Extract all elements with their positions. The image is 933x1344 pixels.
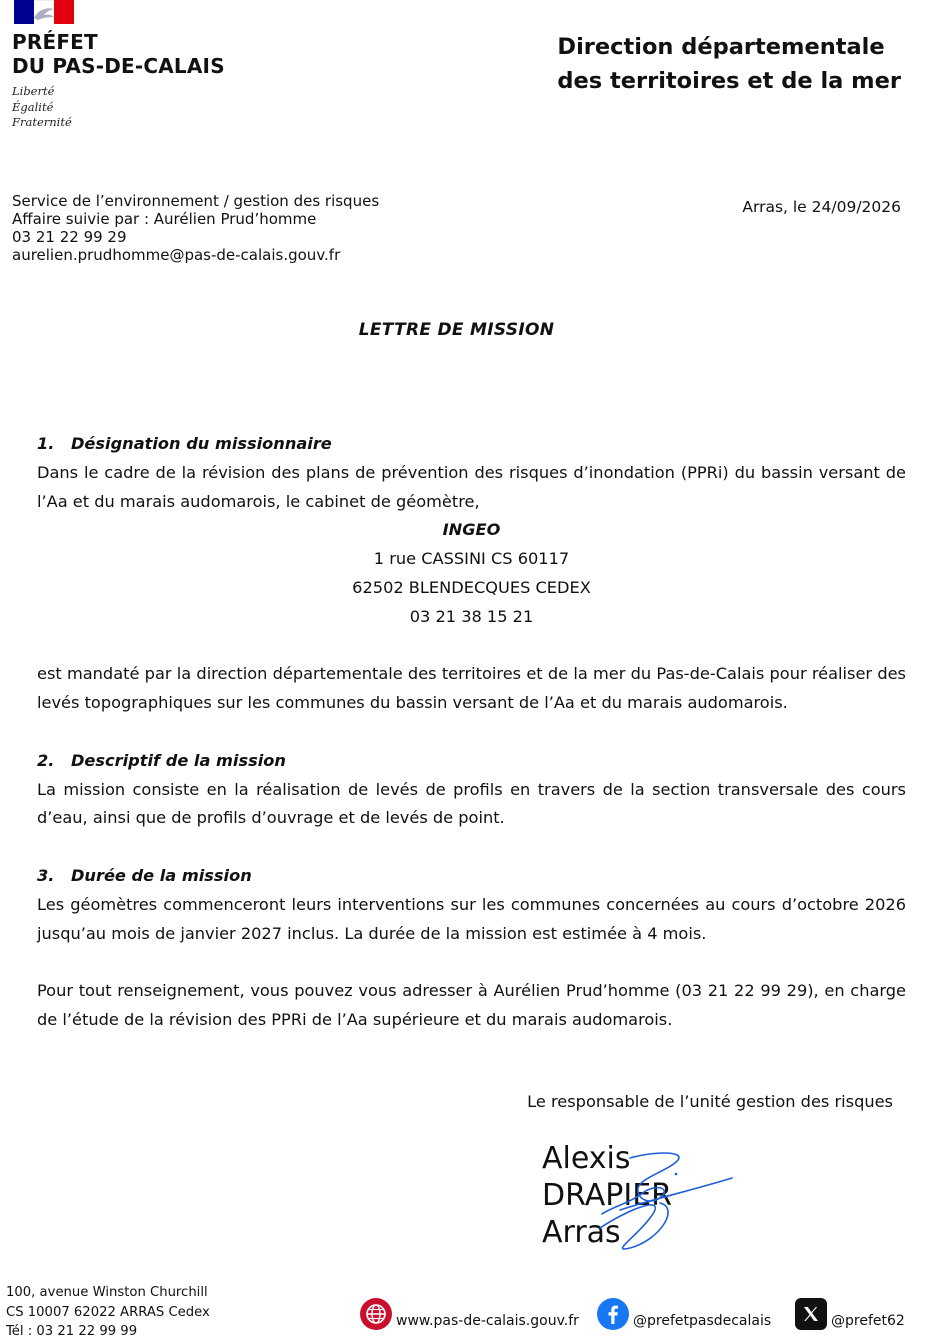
company-phone: 03 21 38 15 21 (409, 606, 534, 626)
section-2-text: La mission consiste en la réalisation de levés de profils en travers de la section transversale des cours d’eau, ainsi que de profils d’ouvrage et de levés de point. (37, 779, 906, 828)
prefecture-name: PRÉFET DU PAS-DE-CALAIS (12, 30, 225, 78)
company-address-1: 1 rue CASSINI CS 60117 (373, 549, 570, 569)
footer-website-link[interactable] (360, 1298, 579, 1330)
republique-flag-logo (14, 0, 74, 24)
facebook-label: @prefetpasdecalais (633, 1313, 772, 1329)
handwritten-signature (590, 1148, 740, 1258)
department-heading: Direction départementale des territoires et de la mer (557, 34, 901, 94)
marianne-icon (28, 4, 58, 22)
section-3-text: Les géomètres commenceront leurs interventions sur les communes concernées au cours d’octobre 2026 jusqu’au mois de janvier 2027 inclus. La durée de la mission est estimée à 4 mois. (37, 894, 906, 943)
facebook-icon (597, 1298, 629, 1330)
company-address-2: 62502 BLENDECQUES CEDEX (352, 577, 591, 597)
footer-facebook-link[interactable] (597, 1298, 771, 1330)
footer-x-link[interactable] (795, 1298, 905, 1330)
x-label: @prefet62 (831, 1313, 905, 1329)
website-label: www.pas-de-calais.gouv.fr (396, 1313, 579, 1329)
signature-name: Alexis DRAPIER Arras (542, 1141, 672, 1250)
letter-date: Arras, le 24/09/2026 (742, 198, 901, 216)
contact-paragraph: Pour tout renseignement, vous pouvez vous adresser à Aurélien Prud’homme (03 21 22 99 29), en charge de l’étude de la révision des PPRi de l’Aa supérieure et du marais audomarois. (37, 981, 906, 1029)
section-1-intro: Dans le cadre de la révision des plans de prévention des risques d’inondation (PPRi) du bassin versant de l’Aa et du marais audomarois, le cabinet de géomètre, (37, 462, 906, 511)
x-icon (795, 1298, 827, 1330)
section-1-mandate: est mandaté par la direction départementale des territoires et de la mer du Pas-de-Calais pour réaliser des levés topographiques sur les communes du bassin versant de l’Aa et du marais audomarois. (37, 664, 906, 713)
sender-email: aurelien.prudhomme@pas-de-calais.gouv.fr (12, 246, 341, 264)
document-title: LETTRE DE MISSION (358, 320, 555, 340)
sender-service: Service de l’environnement / gestion des risques (12, 192, 380, 210)
section-2-heading: 2. Descriptif de la mission (37, 750, 286, 770)
sender-followed-by: Affaire suivie par : Aurélien Prud’homme (12, 210, 317, 228)
sender-phone: 03 21 22 99 29 (12, 228, 127, 246)
section-1-heading: 1. Désignation du missionnaire (37, 434, 332, 453)
company-name: INGEO (442, 520, 501, 540)
sender-block (12, 192, 379, 264)
signatory-role: Le responsable de l’unité gestion des risques (527, 1092, 893, 1111)
footer-address: 100, avenue Winston Churchill CS 10007 62022 ARRAS Cedex Tél : 03 21 22 99 99 (6, 1285, 210, 1339)
republic-motto: Liberté Égalité Fraternité (12, 84, 72, 129)
web-icon (360, 1298, 392, 1330)
letter-body (37, 430, 906, 1035)
section-3-heading: 3. Durée de la mission (37, 865, 252, 885)
